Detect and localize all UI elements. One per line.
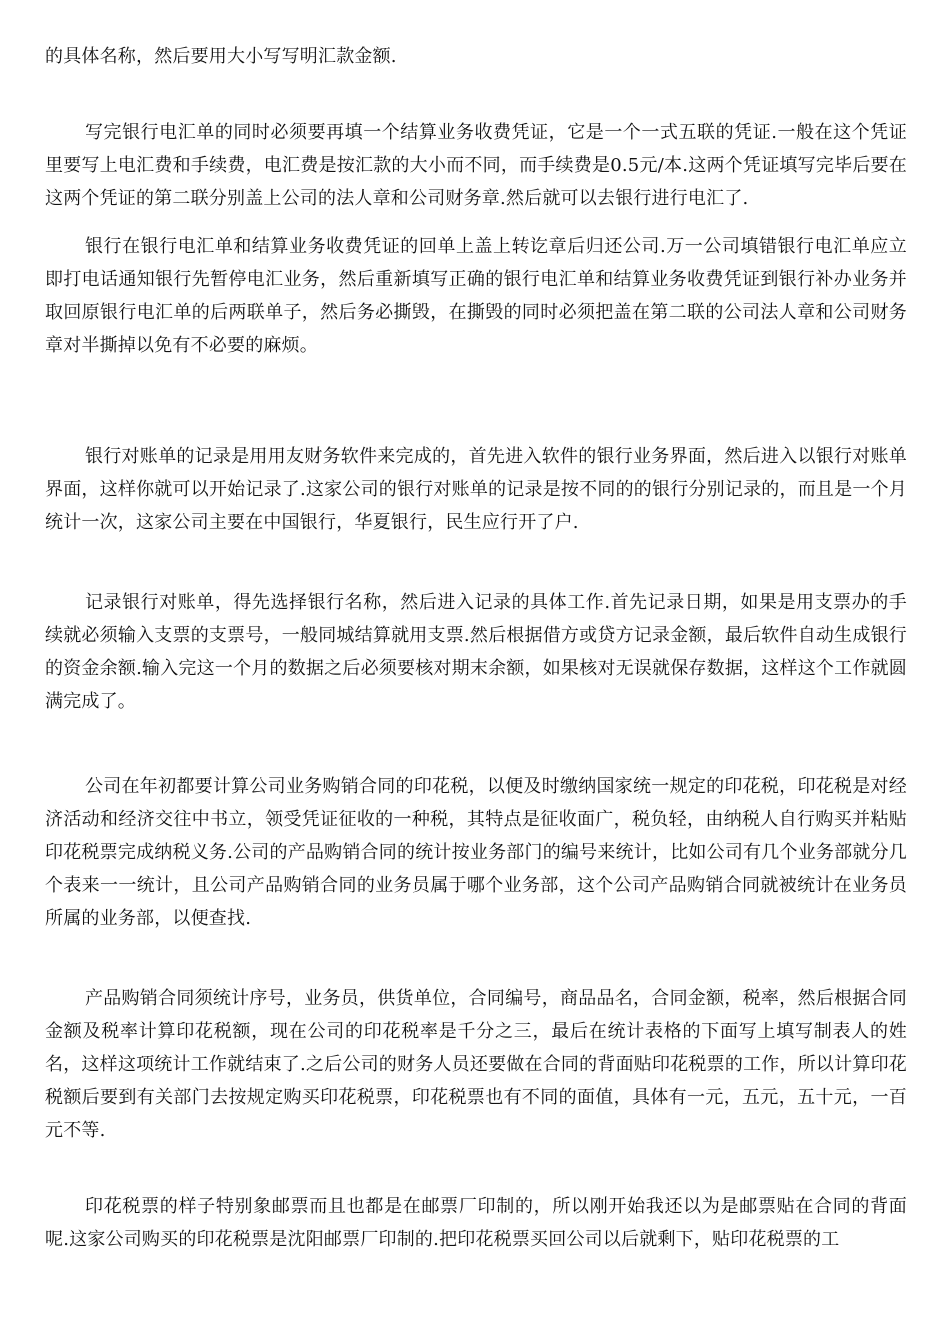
paragraph-1: 的具体名称，然后要用大小写写明汇款金额. [45,46,397,67]
paragraph-6: 公司在年初都要计算公司业务购销合同的印花税，以便及时缴纳国家统一规定的印花税，印花税是对经济活动和经济交往中书立，领受凭证征收的一种税，其特点是征收面广，税负轻，由纳税人自行购买并粘贴印花税票完成纳税义务.公司的产品购销合同的统计按业务部门的编号来统计，比如公司有几个业务部就分几个表来一一统计，且公司产品购销合同的业务员属于哪个业务部，这个公司产品购销合同就被统计在业务员所属的业务部，以便查找. [45,776,907,929]
paragraph-3: 银行在银行电汇单和结算业务收费凭证的回单上盖上转讫章后归还公司.万一公司填错银行电汇单应立即打电话通知银行先暂停电汇业务，然后重新填写正确的银行电汇单和结算业务收费凭证到银行补办业务并取回原银行电汇单的后两联单子，然后务必撕毁，在撕毁的同时必须把盖在第二联的公司法人章和公司财务章对半撕掉以免有不必要的麻烦。 [45,236,907,356]
paragraph-5: 记录银行对账单，得先选择银行名称，然后进入记录的具体工作.首先记录日期，如果是用支票办的手续就必须输入支票的支票号，一般同城结算就用支票.然后根据借方或贷方记录金额，最后软件自动生成银行的资金余额.输入完这一个月的数据之后必须要核对期末余额，如果核对无误就保存数据，这样这个工作就圆满完成了。 [45,592,907,712]
paragraph-8: 印花税票的样子特别象邮票而且也都是在邮票厂印制的，所以刚开始我还以为是邮票贴在合同的背面呢.这家公司购买的印花税票是沈阳邮票厂印制的.把印花税票买回公司以后就剩下，贴印花税票的工 [45,1196,907,1250]
paragraph-4: 银行对账单的记录是用用友财务软件来完成的，首先进入软件的银行业务界面，然后进入以银行对账单界面，这样你就可以开始记录了.这家公司的银行对账单的记录是按不同的的银行分别记录的，而且是一个月统计一次，这家公司主要在中国银行，华夏银行，民生应行开了户. [45,446,907,533]
paragraph-2: 写完银行电汇单的同时必须要再填一个结算业务收费凭证，它是一个一式五联的凭证.一般在这个凭证里要写上电汇费和手续费，电汇费是按汇款的大小而不同，而手续费是0.5元/本.这两个凭证填写完毕后要在这两个凭证的第二联分别盖上公司的法人章和公司财务章.然后就可以去银行进行电汇了. [45,122,907,209]
paragraph-7: 产品购销合同须统计序号，业务员，供货单位，合同编号，商品品名，合同金额，税率，然后根据合同金额及税率计算印花税额，现在公司的印花税率是千分之三，最后在统计表格的下面写上填写制表人的姓名，这样这项统计工作就结束了.之后公司的财务人员还要做在合同的背面贴印花税票的工作，所以计算印花税额后要到有关部门去按规定购买印花税票，印花税票也有不同的面值，具体有一元，五元，五十元，一百元不等. [45,988,907,1141]
